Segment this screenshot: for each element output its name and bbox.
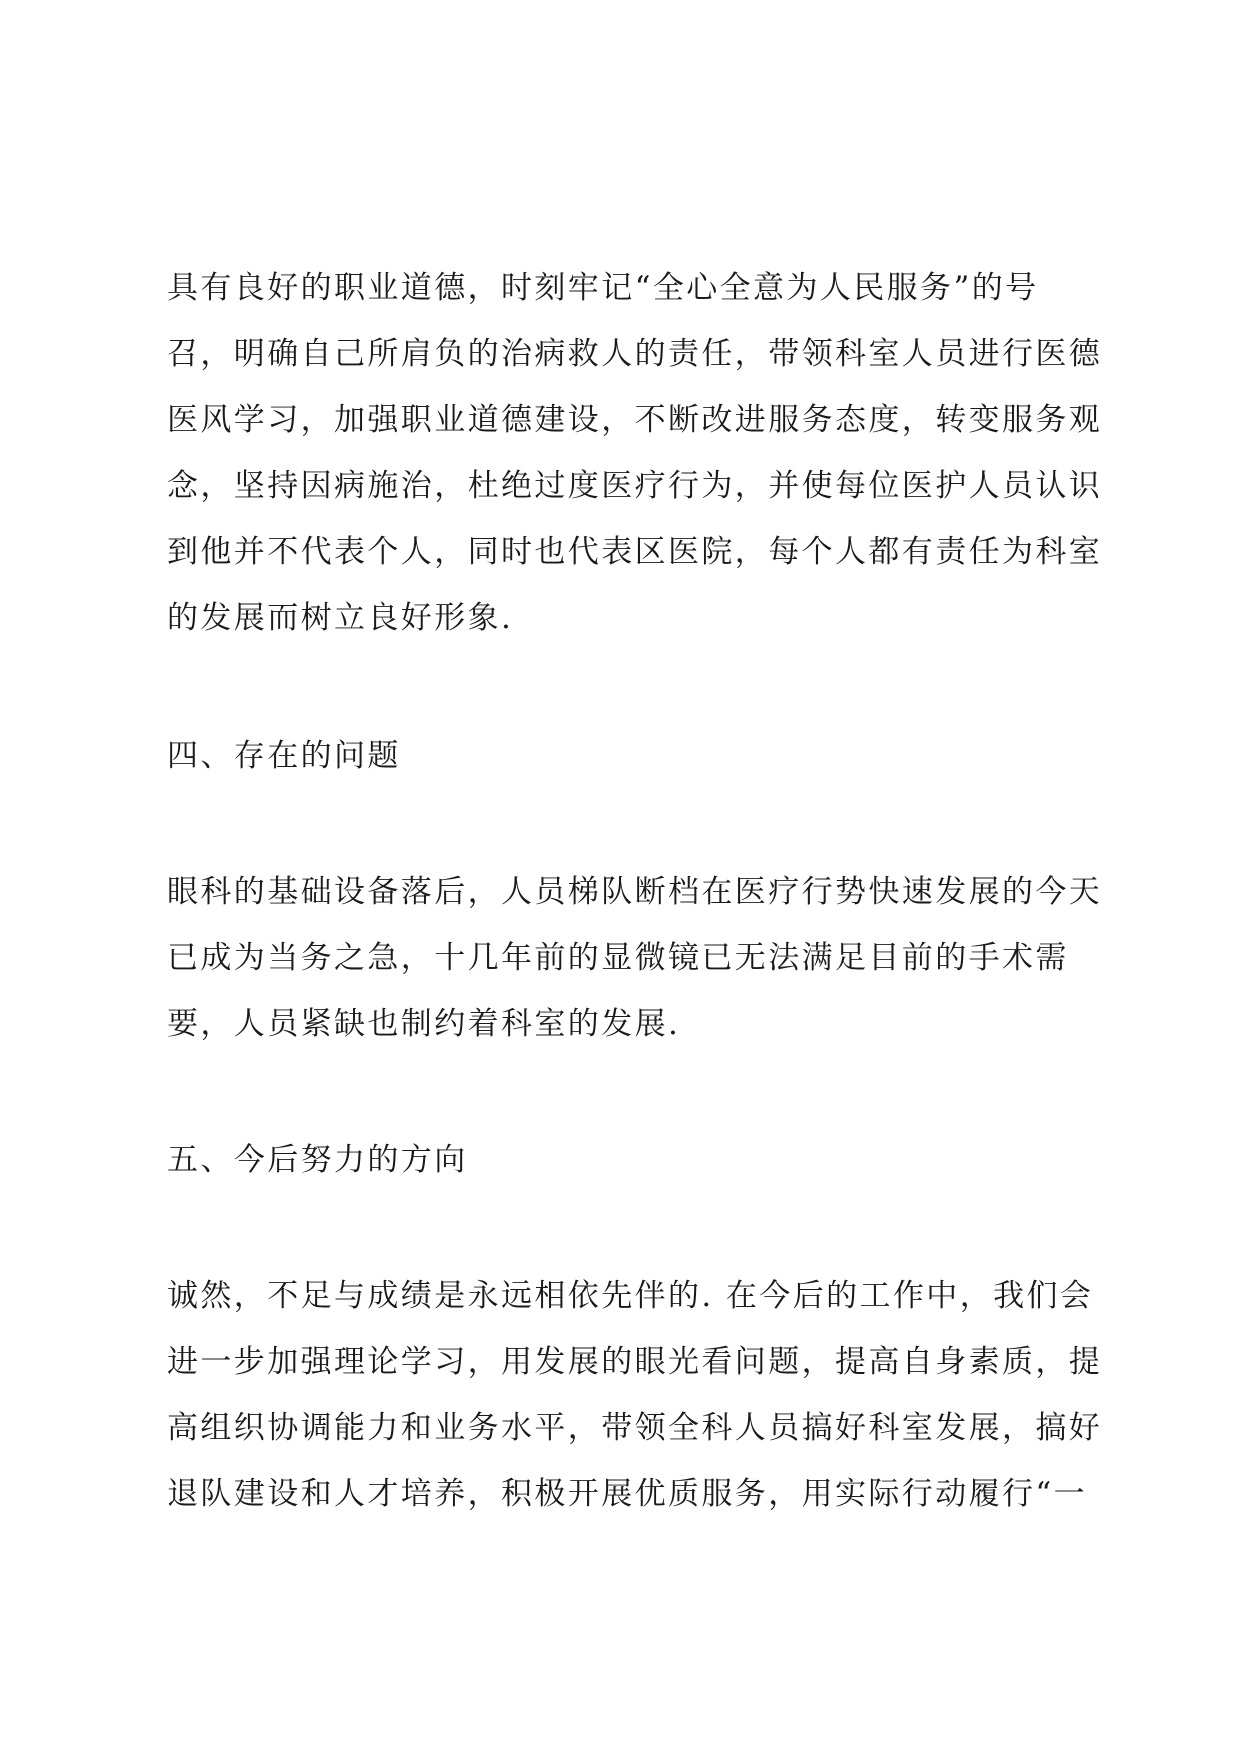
text-line: 眼科的基础设备落后，人员梯队断档在医疗行势快速发展的今天 (167, 874, 1103, 910)
paragraph-gap (167, 1193, 1097, 1263)
paragraph-gap (167, 789, 1097, 859)
text-line: 念，坚持因病施治，杜绝过度医疗行为，并使每位医护人员认识 (167, 468, 1103, 504)
text-line: 退队建设和人才培养，积极开展优质服务，用实际行动履行“一 (167, 1476, 1088, 1512)
paragraph-problems (167, 859, 1103, 1057)
text-line: 医风学习，加强职业道德建设，不断改进服务态度，转变服务观 (167, 402, 1103, 438)
text-line: 已成为当务之急，十几年前的显微镜已无法满足目前的手术需 (167, 940, 1069, 976)
text-line: 要，人员紧缺也制约着科室的发展. (167, 1006, 681, 1042)
paragraph-future-direction (167, 1263, 1103, 1527)
paragraph-gap (167, 651, 1097, 723)
paragraph-gap (167, 1057, 1097, 1127)
text-line: 诚然，不足与成绩是永远相依先伴的. 在今后的工作中，我们会 (167, 1278, 1094, 1314)
text-line: 的发展而树立良好形象. (167, 600, 514, 636)
document-body (167, 255, 1103, 1527)
section-heading-future-direction: 五、今后努力的方向 (167, 1142, 468, 1178)
text-line: 进一步加强理论学习，用发展的眼光看问题，提高自身素质，提 (167, 1344, 1103, 1380)
section-heading-problems: 四、存在的问题 (167, 738, 401, 774)
text-line: 召，明确自己所肩负的治病救人的责任，带领科室人员进行医德 (167, 336, 1103, 372)
paragraph-ethics (167, 255, 1103, 651)
text-line: 高组织协调能力和业务水平，带领全科人员搞好科室发展，搞好 (167, 1410, 1103, 1446)
text-line: 到他并不代表个人，同时也代表区医院，每个人都有责任为科室 (167, 534, 1103, 570)
text-line: 具有良好的职业道德，时刻牢记“全心全意为人民服务”的号 (167, 270, 1039, 306)
